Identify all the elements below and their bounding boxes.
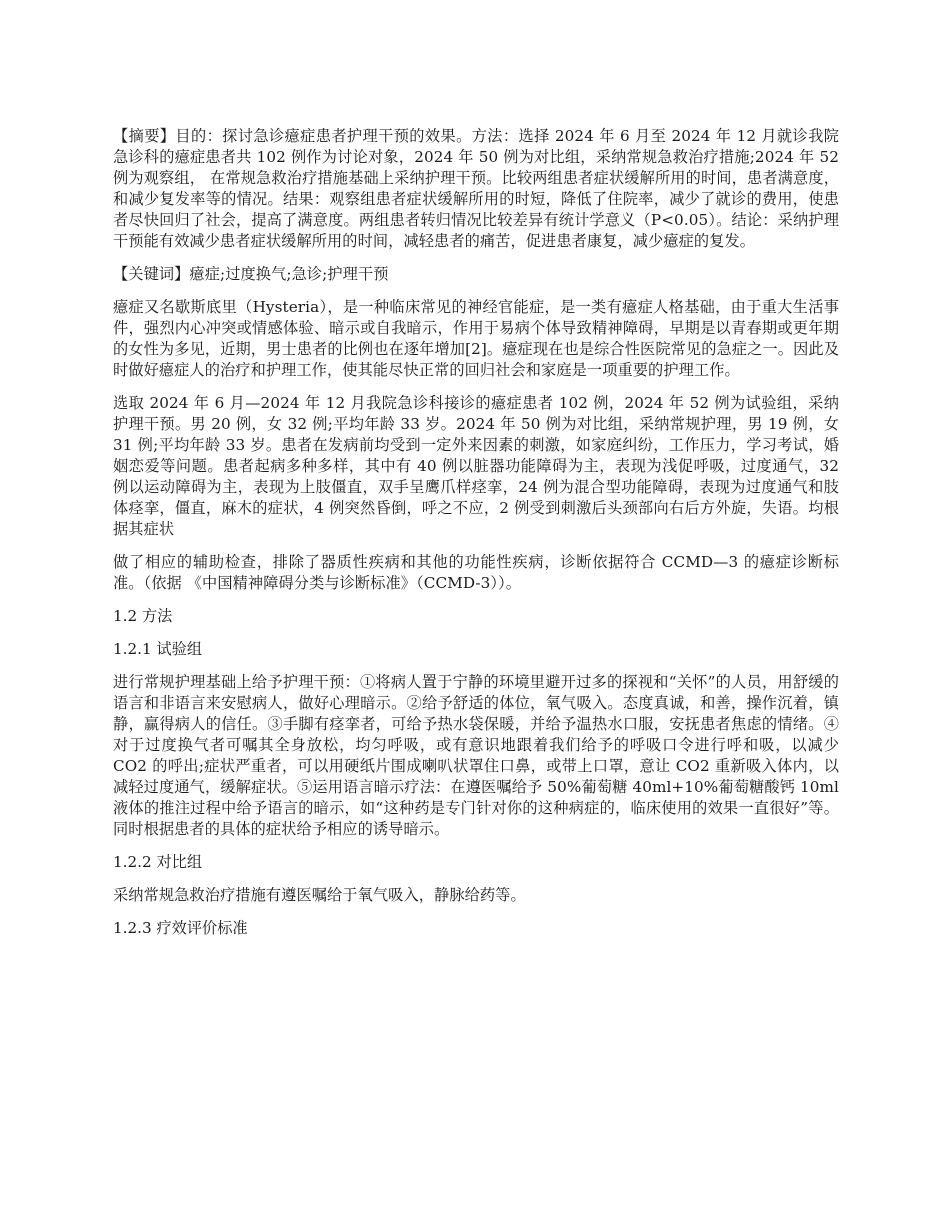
abstract-paragraph: 【摘要】目的：探讨急诊癔症患者护理干预的效果。方法：选择 2024 年 6 月至 2024 年 12 月就诊我院急诊科的癔症患者共 102 例作为讨论对象，2024 年 50 例为对比组，采纳常规急救治疗措施;2024 年 52 例为观察组， 在常规急救治疗措施基础上采纳护理干预。比较两组患者症状缓解所用的时间，患者满意度，和减少复发率等的情况。结果：观察组患者症状缓解所用的时短，降低了住院率，减少了就诊的费用，使患者尽快回归了社会，提高了满意度。两组患者转归情况比较差异有统计学意义（P<0.05）。结论：采纳护理干预能有效减少患者症状缓解所用的时间，减轻患者的痛苦，促进患者康复，减少癔症的复发。 (113, 127, 839, 250)
control-group-paragraph: 采纳常规急救治疗措施有遵医嘱给于氧气吸入，静脉给药等。 (113, 886, 526, 904)
section-heading-trial-group: 1.2.1 试验组 (113, 640, 203, 658)
intro-paragraph: 癔症又名歇斯底里（Hysteria），是一种临床常见的神经官能症，是一类有癔症人格基础，由于重大生活事件，强烈内心冲突或情感体验、暗示或自我暗示，作用于易病个体导致精神障碍，早期是以青春期或更年期的女性为多见，近期，男士患者的比例也在逐年增加[2]。癔症现在也是综合性医院常见的急症之一。因此及时做好癔症人的治疗和护理工作，使其能尽快正常的回归社会和家庭是一项重要的护理工作。 (113, 298, 839, 379)
trial-group-paragraph: 进行常规护理基础上给予护理干预：①将病人置于宁静的环境里避开过多的探视和“关怀”的人员，用舒缓的语言和非语言来安慰病人，做好心理暗示。②给予舒适的体位，氧气吸入。态度真诚，和善，操作沉着，镇静，赢得病人的信任。③手脚有痉挛者，可给予热水袋保暖，并给予温热水口服，安抚患者焦虑的情绪。④对于过度换气者可嘱其全身放松，均匀呼吸，或有意识地跟着我们给予的呼吸口令进行呼和吸，以减少 CO2 的呼出;症状严重者，可以用硬纸片围成喇叭状罩住口鼻，或带上口罩，意让 CO2 重新吸入体内，以减轻过度通气，缓解症状。⑤运用语言暗示疗法：在遵医嘱给予 50%葡萄糖 40ml+10%葡萄糖酸钙 10ml 液体的推注过程中给予语言的暗示，如“这种药是专门针对你的这种病症的，临床使用的效果一直很好”等。同时根据患者的具体的症状给予相应的诱导暗示。 (113, 673, 839, 838)
keywords-paragraph: 【关键词】癔症;过度换气;急诊;护理干预 (113, 265, 389, 283)
document-page (113, 126, 839, 951)
section-heading-control-group: 1.2.2 对比组 (113, 853, 203, 871)
diagnosis-paragraph: 做了相应的辅助检查，排除了器质性疾病和其他的功能性疾病，诊断依据符合 CCMD—3 的癔症诊断标准。（依据 《中国精神障碍分类与诊断标准》（CCMD-3））。 (113, 553, 839, 592)
section-heading-evaluation: 1.2.3 疗效评价标准 (113, 919, 248, 937)
section-heading-method: 1.2 方法 (113, 607, 173, 625)
subjects-paragraph: 选取 2024 年 6 月—2024 年 12 月我院急诊科接诊的癔症患者 102 例，2024 年 52 例为试验组，采纳护理干预。男 20 例，女 32 例;平均年龄 33 岁。2024 年 50 例为对比组，采纳常规护理，男 19 例，女 31 例;平均年龄 33 岁。患者在发病前均受到一定外来因素的刺激，如家庭纠纷，工作压力，学习考试，婚姻恋爱等问题。患者起病多种多样，其中有 40 例以脏器功能障碍为主，表现为浅促呼吸，过度通气，32 例以运动障碍为主，表现为上肢僵直，双手呈鹰爪样痉挛，24 例为混合型功能障碍，表现为过度通气和肢体痉挛，僵直，麻木的症状，4 例突然昏倒，呼之不应，2 例受到刺激后头颈部向右后方外旋，失语。均根据其症状 (113, 394, 839, 538)
